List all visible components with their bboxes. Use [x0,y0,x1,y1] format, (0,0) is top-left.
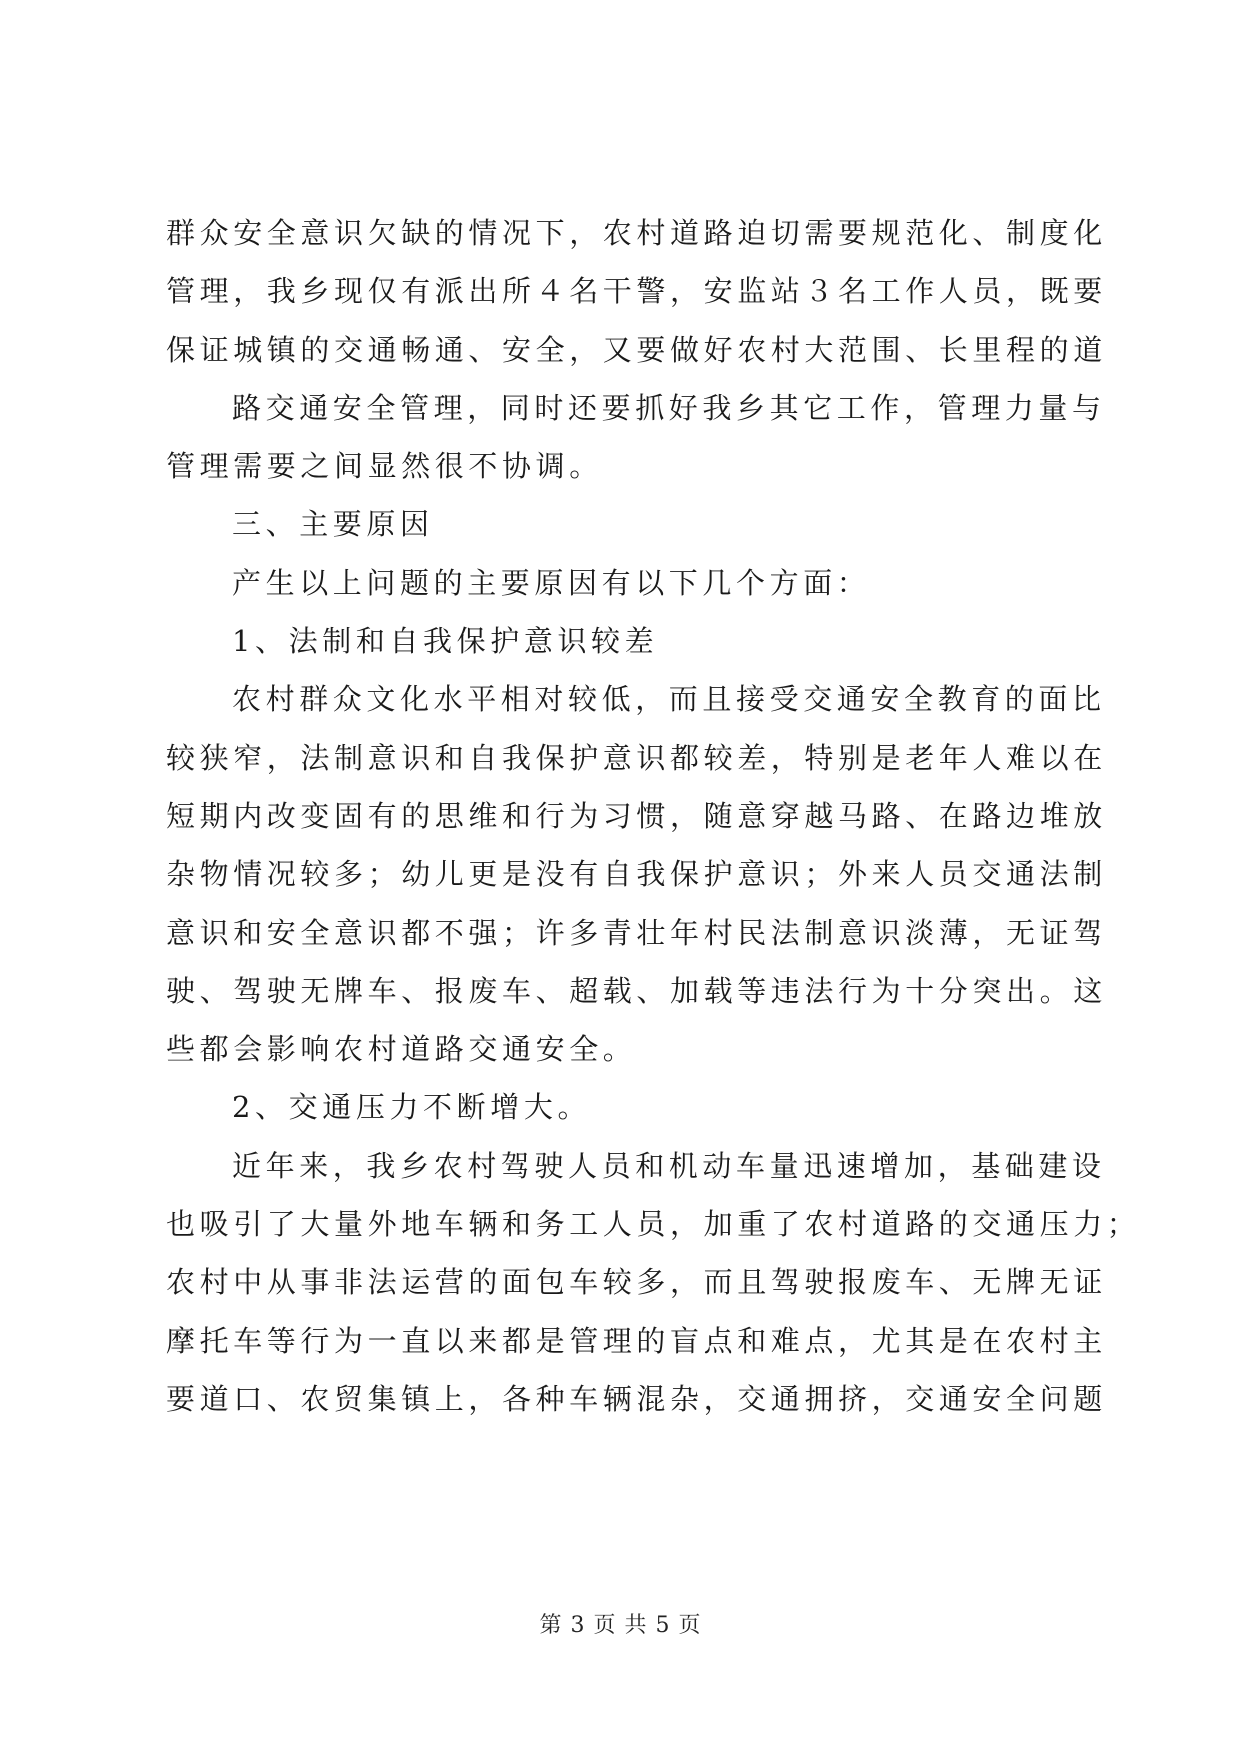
paragraph-line: 驶、驾驶无牌车、报废车、超载、加载等违法行为十分突出。这 [166,973,1107,1008]
paragraph-line: 近年来，我乡农村驾驶人员和机动车量迅速增加，基础建设 [232,1148,1106,1183]
paragraph-line: 农村中从事非法运营的面包车较多，而且驾驶报废车、无牌无证 [166,1265,1107,1300]
page-footer: 第 3 页 共 5 页 [539,1613,702,1638]
paragraph-line: 些都会影响农村道路交通安全。 [166,1032,637,1067]
paragraph-line: 要道口、农贸集镇上，各种车辆混杂，交通拥挤，交通安全问题 [166,1381,1107,1416]
paragraph-line: 管理，我乡现仅有派出所４名干警，安监站３名工作人员，既要 [166,274,1107,309]
paragraph-line: 保证城镇的交通畅通、安全，又要做好农村大范围、长里程的道 [166,332,1107,367]
paragraph-line: 杂物情况较多；幼儿更是没有自我保护意识；外来人员交通法制 [166,857,1107,892]
body-text [166,204,1141,1428]
paragraph-line: 摩托车等行为一直以来都是管理的盲点和难点，尤其是在农村主 [166,1323,1107,1358]
paragraph-line: 群众安全意识欠缺的情况下，农村道路迫切需要规范化、制度化 [166,216,1107,250]
paragraph-line: 产生以上问题的主要原因有以下几个方面： [232,565,871,600]
paragraph-line: 也吸引了大量外地车辆和务工人员，加重了农村道路的交通压力； [166,1207,1141,1242]
paragraph-line: 1、法制和自我保护意识较差 [232,624,659,659]
paragraph-line: 2、交通压力不断增大。 [232,1090,592,1125]
paragraph-line: 三、主要原因 [232,507,434,542]
paragraph-line: 管理需要之间显然很不协调。 [166,449,603,484]
paragraph-line: 路交通安全管理，同时还要抓好我乡其它工作，管理力量与 [232,390,1106,425]
paragraph-line: 意识和安全意识都不强；许多青壮年村民法制意识淡薄，无证驾 [166,915,1107,950]
paragraph-line: 较狭窄，法制意识和自我保护意识都较差，特别是老年人难以在 [166,740,1107,775]
paragraph-line: 农村群众文化水平相对较低，而且接受交通安全教育的面比 [232,682,1106,717]
paragraph-line: 短期内改变固有的思维和行为习惯，随意穿越马路、在路边堆放 [166,798,1107,833]
